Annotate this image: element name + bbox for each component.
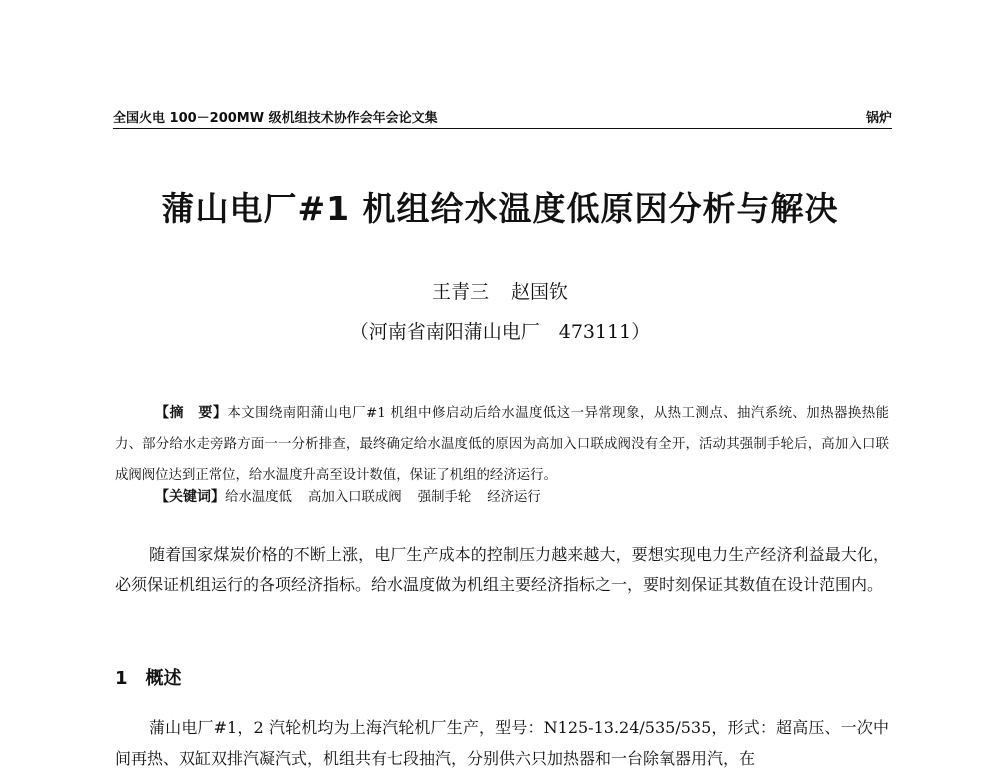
section-title: 概述	[145, 668, 182, 689]
paper-title: 蒲山电厂#1 机组给水温度低原因分析与解决	[161, 189, 839, 228]
abstract-text: 本文围绕南阳蒲山电厂#1 机组中修启动后给水温度低这一异常现象，从热工测点、抽汽系统、加热器换热能力、部分给水走旁路方面一一分析排查，最终确定给水温度低的原因为高加入口联成阀没有全开，活动其强制手轮后，高加入口联成阀阀位达到正常位，给水温度升高至设计数值，保证了机组的经济运行。	[115, 406, 889, 483]
keywords-label: 【关键词】	[155, 489, 225, 505]
keywords	[155, 486, 557, 506]
intro-paragraph: 随着国家煤炭价格的不断上涨，电厂生产成本的控制压力越来越大，要想实现电力生产经济利益最大化，必须保证机组运行的各项经济指标。给水温度做为机组主要经济指标之一，要时刻保证其数值在设计范围内。	[115, 545, 889, 594]
author-name: 王青三	[431, 281, 489, 303]
section-heading	[115, 664, 182, 690]
author-name: 赵国钦	[511, 281, 569, 303]
running-header	[113, 104, 892, 129]
section-number: 1	[115, 668, 128, 689]
header-proceedings-title: 全国火电 100－200MW 级机组技术协作会年会论文集	[113, 111, 438, 126]
abstract-label: 【摘 要】	[155, 405, 228, 421]
abstract	[115, 398, 889, 491]
keyword: 给水温度低	[225, 490, 292, 505]
header-section: 锅炉	[865, 111, 892, 126]
keyword: 高加入口联成阀	[307, 490, 402, 505]
author-list	[0, 277, 1000, 304]
keyword: 强制手轮	[417, 490, 472, 505]
author-affiliation: （河南省南阳蒲山电厂 473111）	[349, 321, 651, 343]
section-paragraph: 蒲山电厂#1，2 汽轮机均为上海汽轮机厂生产，型号：N125-13.24/535/535，形式：超高压、一次中间再热、双缸双排汽凝汽式，机组共有七段抽汽，分别供六只加热器和一台除氧器用汽，在	[115, 718, 889, 768]
keyword: 经济运行	[487, 490, 541, 505]
